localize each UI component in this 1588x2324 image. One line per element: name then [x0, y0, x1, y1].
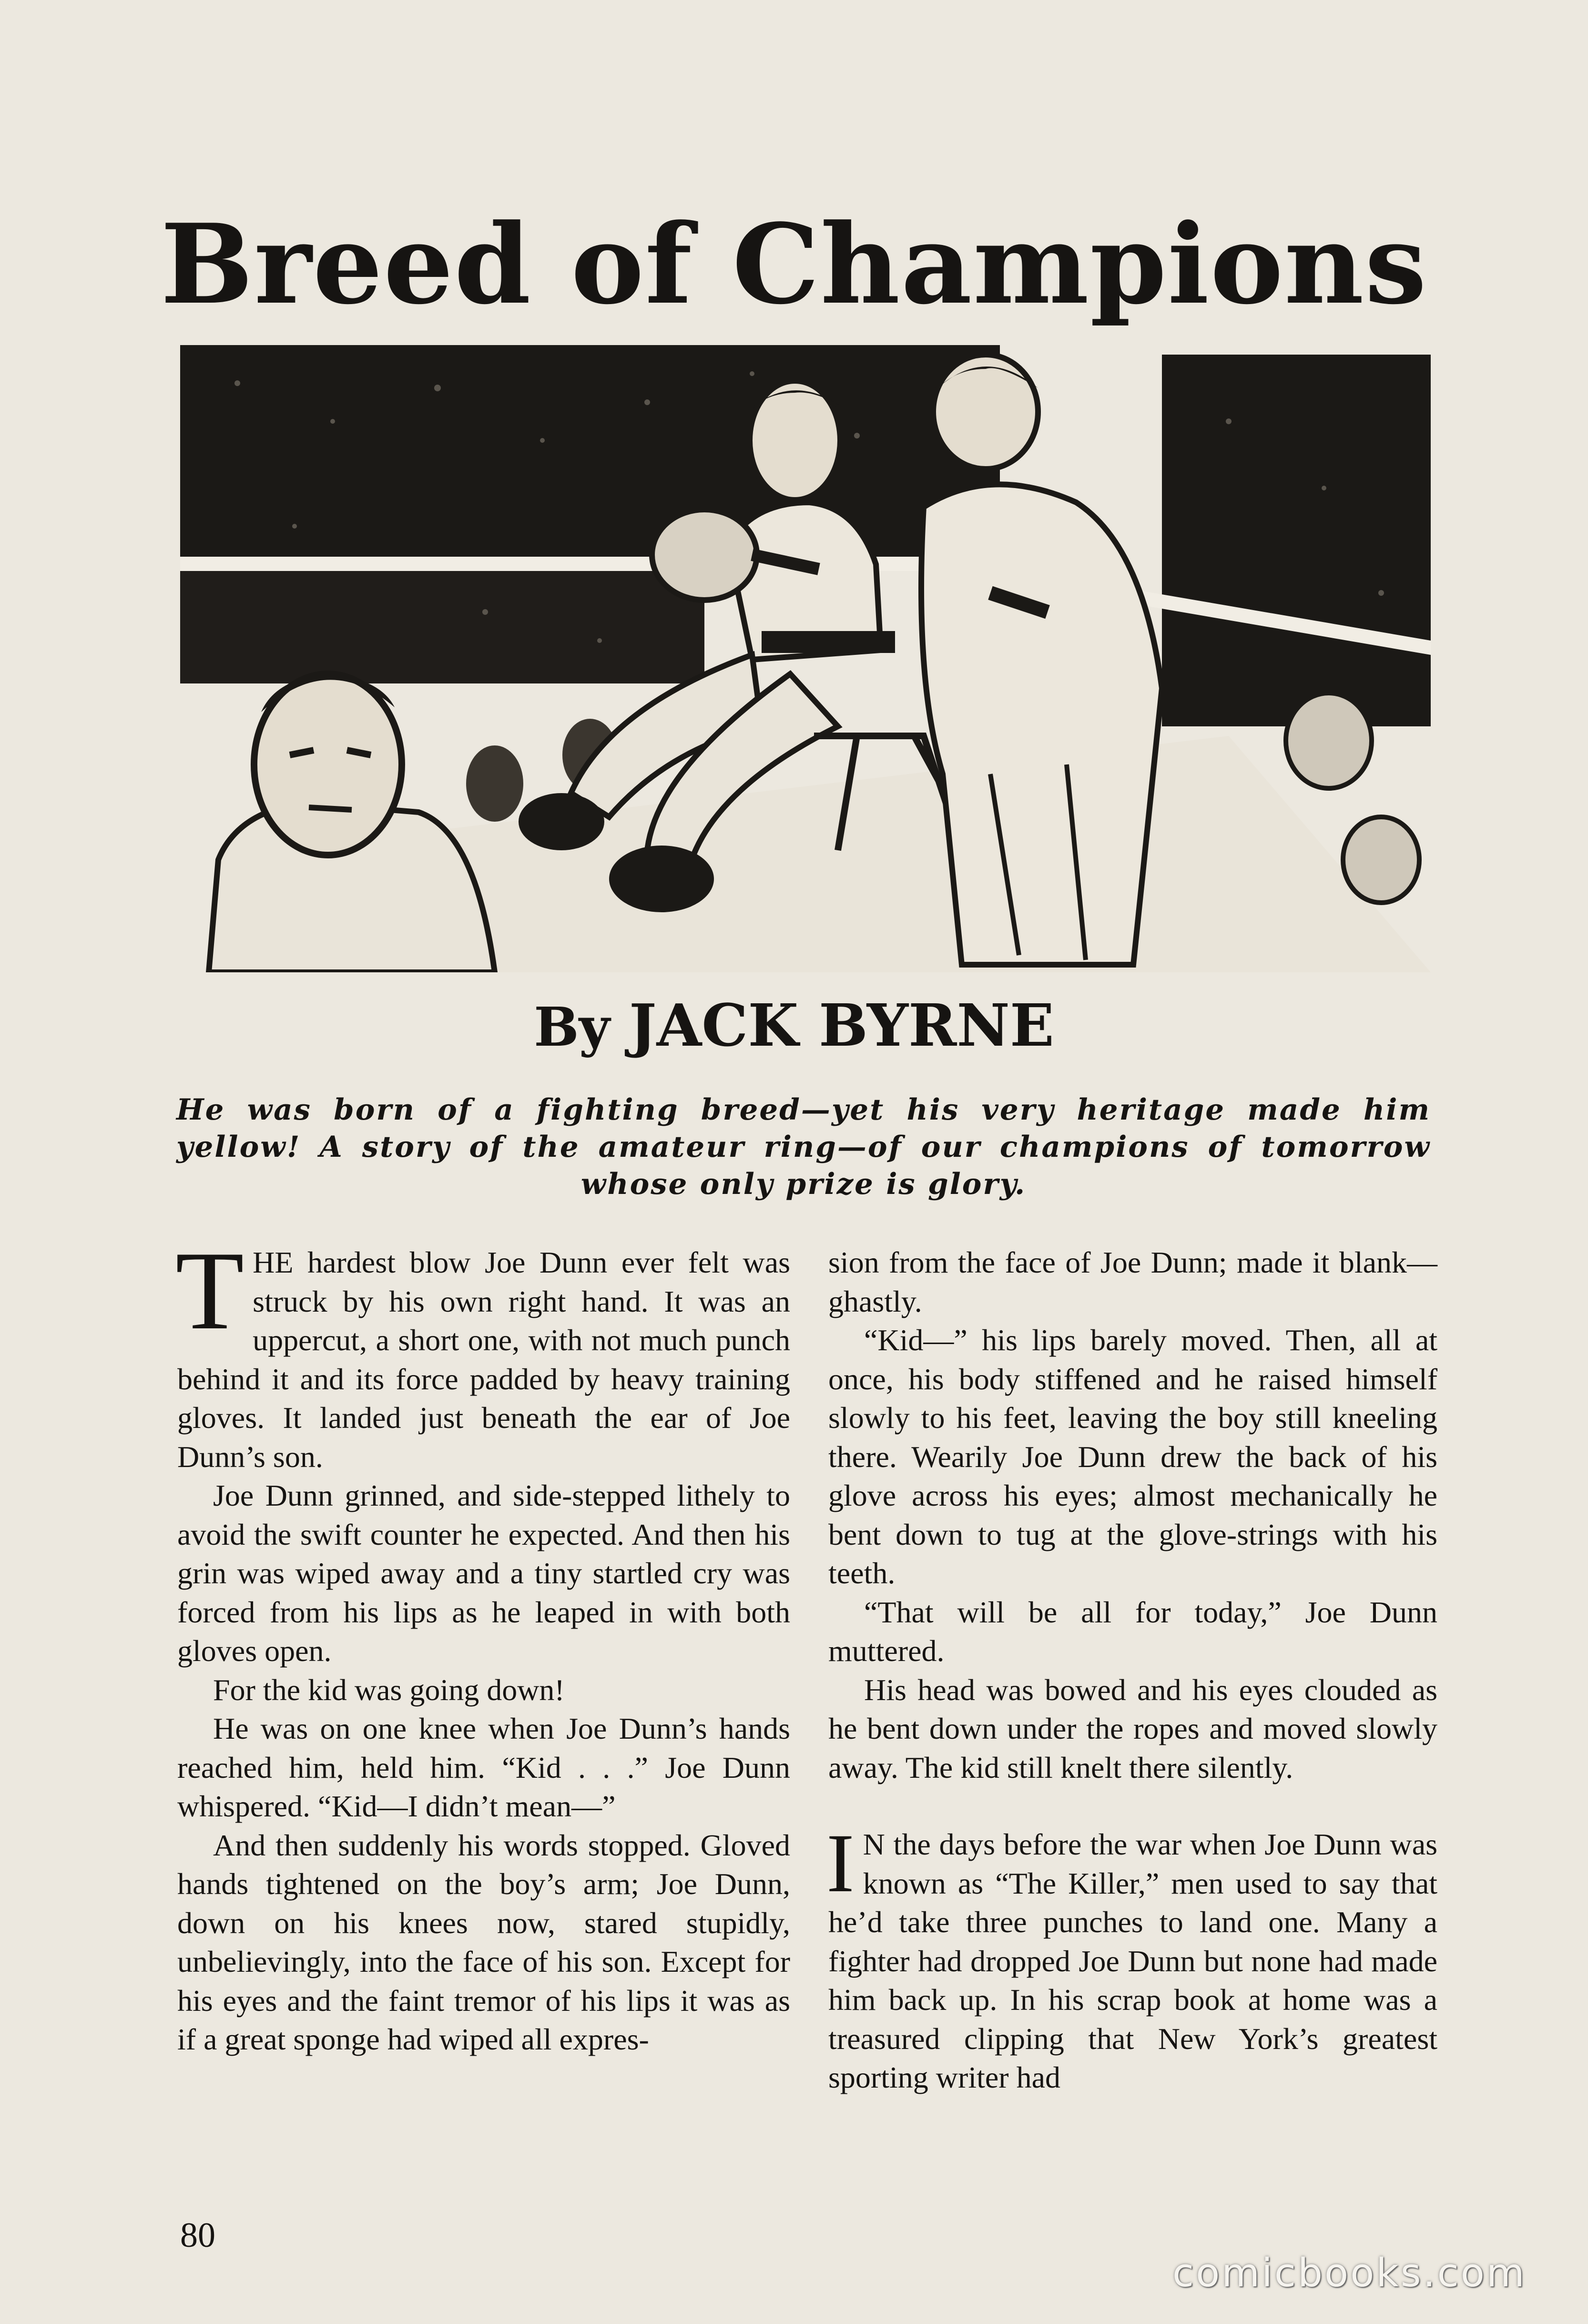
paragraph-text: HE hardest blow Joe Dunn ever felt was struck by his own right hand. It was an uppercut, a short one, with not much punch behind it and its force padded by heavy training gloves. It landed just beneath the ear of Joe Dunn’s son.	[177, 1245, 790, 1474]
story-title: Breed of Champions	[160, 200, 1428, 329]
text-column-right	[828, 1243, 1437, 2097]
drop-cap: I	[826, 1817, 855, 1910]
paragraph: “That will be all for today,” Joe Dunn muttered.	[828, 1595, 1437, 1668]
drop-cap: T	[175, 1229, 244, 1353]
paragraph	[175, 1229, 790, 1476]
paragraph: sion from the face of Joe Dunn; made it blank—ghastly.	[828, 1245, 1437, 1318]
paragraph-text: N the days before the war when Joe Dunn was known as “The Killer,” men used to say that he’d take three punches to land one. Many a fighter had dropped Joe Dunn but none had made him back up. In his scrap book at home was a treasured clipping that New York’s greatest sporting writer had	[828, 1827, 1437, 2094]
byline-by: By	[534, 996, 610, 1059]
boxing-ring-scene	[180, 345, 1431, 972]
paragraph: “Kid—” his lips barely moved. Then, all at once, his body stiffened and he raised himself slowly to his feet, leaving the boy still kneeling there. Wearily Joe Dunn drew the back of his glove across his eyes; almost mechanically he bent down to tug at the glove-strings with his teeth.	[828, 1323, 1437, 1590]
byline	[0, 991, 1588, 1060]
paragraph: He was on one knee when Joe Dunn’s hands reached him, held him. “Kid . . .” Joe Dunn whispered. “Kid—I didn’t mean—”	[177, 1712, 790, 1823]
paragraph: And then suddenly his words stopped. Gloved hands tightened on the boy’s arm; Joe Dunn, down on his knees now, stared stupidly, unbelievingly, into the face of his son. Except for his eyes and the faint tremor of his lips it was as if a great sponge had wiped all expres-	[177, 1828, 790, 2056]
author-name: JACK BYRNE	[629, 991, 1054, 1060]
paragraph: His head was bowed and his eyes clouded as he bent down under the ropes and moved slowly away. The kid still knelt there silently.	[828, 1672, 1437, 1784]
paragraph: Joe Dunn grinned, and side-stepped lithely to avoid the swift counter he expected. And then his grin was wiped away and a tiny startled cry was forced from his lips as he leaped in with both gloves open.	[177, 1478, 790, 1668]
paragraph: For the kid was going down!	[213, 1672, 565, 1707]
paragraph	[826, 1817, 1437, 2097]
boxing-illustration	[180, 345, 1431, 972]
watermark: comicbooks.com	[1172, 2251, 1527, 2296]
page-number: 80	[180, 2216, 215, 2255]
section-break	[828, 1787, 1437, 1825]
text-column-left	[175, 1229, 790, 2059]
story-teaser: He was born of a fighting breed—yet his very heritage made him yellow! A story of the amateur ring—of our champions of tomorrow whose only prize is glory.	[176, 1093, 1431, 1201]
